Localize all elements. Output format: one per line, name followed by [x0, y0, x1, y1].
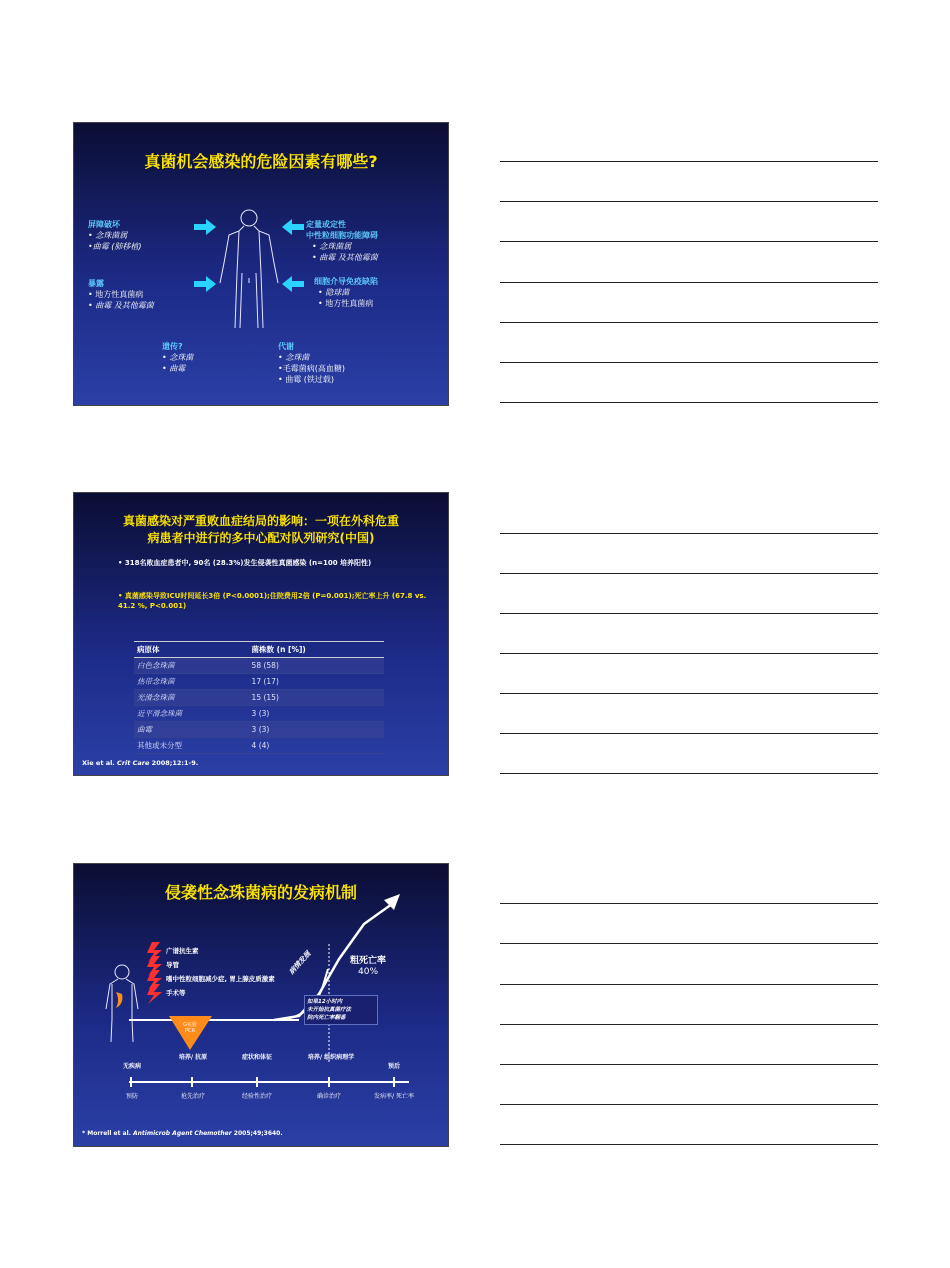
citation-authors: Xie et al. [82, 759, 118, 767]
table-row [134, 658, 384, 674]
curve-label: 病情发展 [287, 949, 313, 977]
risk-factor-list [166, 944, 275, 1000]
metab-item: • 念珠菌 [278, 353, 310, 362]
exposure-head: 暴露 [88, 279, 104, 288]
bullet-2: • 真菌感染导致ICU时间延长3倍 (P<0.0001);住院费用2倍 (P=0.001);死亡率上升 (67.8 vs. 41.2 %, P<0.001) [118, 592, 427, 610]
genetic-item: • 曲霉 [162, 364, 186, 373]
lightning-icon [147, 984, 162, 1004]
note-line [500, 613, 878, 614]
citation-journal: Antimicrob Agent Chemother [133, 1130, 232, 1137]
note-line [500, 733, 878, 734]
treatment-label: 经验性治疗 [241, 1093, 272, 1100]
table-cell: 近平滑念珠菌 [134, 706, 249, 722]
note-line [500, 362, 878, 363]
stage-label: 预后 [387, 1063, 400, 1070]
bullet-1: • 318名败血症患者中, 90名 (28.3%)发生侵袭性真菌感染 (n=100 培养阳性) [118, 559, 372, 567]
note-line [500, 1104, 878, 1105]
note-line [500, 773, 878, 774]
mortality-value: 40% [358, 967, 379, 977]
note-line [500, 693, 878, 694]
note-line [500, 161, 878, 162]
lightning-icons [147, 942, 162, 1004]
table-header-row [134, 642, 384, 658]
note-line [500, 241, 878, 242]
exposure-item: • 地方性真菌病 [88, 290, 144, 299]
slide-2 [73, 492, 449, 776]
citation-detail: 2005;49;3640. [231, 1130, 283, 1137]
cell-item: • 地方性真菌病 [318, 299, 374, 308]
title-line: 病患者中进行的多中心配对队列研究(中国) [147, 531, 375, 545]
cell-head: 细胞介导免疫缺陷 [314, 277, 378, 286]
note-line [500, 402, 878, 403]
organ-highlight-icon [116, 992, 122, 1008]
citation-detail: 2008;12:1-9. [149, 759, 199, 767]
treatment-label: 发病率/ 死亡率 [374, 1093, 414, 1100]
mortality-block [350, 956, 386, 978]
arrow-right-icon [194, 276, 216, 292]
arrow-left-icon [282, 219, 304, 235]
table-cell: 3 (3) [249, 706, 384, 722]
risk-item: 手术等 [166, 989, 186, 997]
table-cell: 光滑念珠菌 [134, 690, 249, 706]
genetic-head: 遗传? [162, 342, 183, 351]
stage-label: 无疾病 [122, 1063, 141, 1070]
slide-1 [73, 122, 449, 406]
note-line [500, 282, 878, 283]
note-line [500, 201, 878, 202]
table-header: 菌株数 (n [%]) [249, 642, 384, 658]
slide-3-title: 侵袭性念珠菌病的发病机制 [164, 883, 357, 902]
note-line [500, 1064, 878, 1065]
risk-item: 嗜中性粒细胞减少症, 胃上腺皮质激素 [166, 975, 275, 983]
table-row [134, 722, 384, 738]
barrier-item: • 念珠菌属 [88, 231, 128, 240]
neutro-item: • 念珠菌属 [312, 242, 352, 251]
exposure-item: • 曲霉 及其他霉菌 [88, 301, 154, 310]
triangle-text: G实验 [183, 1022, 197, 1028]
treatment-note-box [304, 995, 378, 1025]
note-line [500, 653, 878, 654]
metab-item: •毛霉菌病(高血糖) [278, 364, 345, 373]
human-body-icon [106, 965, 138, 1042]
neutro-head: 中性粒细胞功能障碍 [306, 231, 378, 240]
citation-authors: * Morrell et al. [82, 1130, 134, 1137]
note-line [500, 322, 878, 323]
slide-1-title: 真菌机会感染的危险因素有哪些? [144, 152, 378, 171]
note-line [500, 1144, 878, 1145]
treatment-label: 抢先治疗 [180, 1093, 205, 1100]
note-line: 如果12小时内 [307, 999, 343, 1005]
title-line: 真菌感染对严重败血症结局的影响：一项在外科危重 [122, 514, 399, 528]
stage-label: 培养/ 组织病理学 [307, 1054, 355, 1061]
table-cell: 3 (3) [249, 722, 384, 738]
citation-journal: Crit Care [117, 759, 150, 767]
metab-item: • 曲霉 (铁过载) [278, 375, 335, 384]
table-cell: 17 (17) [249, 674, 384, 690]
neutro-head: 定量或定性 [306, 220, 346, 229]
cell-item: • 隐球菌 [318, 288, 350, 297]
slide-3 [73, 863, 449, 1147]
triangle-label [179, 1022, 201, 1034]
table-cell: 热带念珠菌 [134, 674, 249, 690]
neutro-item: • 曲霉 及其他霉菌 [312, 253, 378, 262]
table-row [134, 738, 384, 754]
triangle-text: PCR [185, 1028, 195, 1034]
table-cell: 曲霉 [134, 722, 249, 738]
table-cell: 4 (4) [249, 738, 384, 754]
risk-item: 广谱抗生素 [166, 947, 199, 955]
arrow-left-icon [282, 276, 304, 292]
table-cell: 其他或未分型 [134, 738, 249, 754]
treatment-label: 预防 [125, 1093, 138, 1100]
arrow-right-icon [194, 219, 216, 235]
genetic-item: • 念珠菌 [162, 353, 194, 362]
note-line [500, 943, 878, 944]
barrier-item: •曲霉 (肺移植) [88, 242, 142, 251]
note-line: 未开始抗真菌疗法 [307, 1007, 352, 1013]
note-line [500, 573, 878, 574]
note-line [500, 984, 878, 985]
pathogen-table [134, 641, 384, 754]
human-body-icon [220, 210, 278, 328]
stage-label: 培养/ 抗原 [178, 1054, 208, 1061]
note-line [500, 1024, 878, 1025]
barrier-head: 屏障破坏 [88, 220, 120, 229]
citation [82, 759, 198, 767]
note-line [500, 533, 878, 534]
table-header: 病原体 [134, 642, 249, 658]
note-line [500, 903, 878, 904]
mortality-label: 粗死亡率 [350, 956, 387, 966]
metab-head: 代谢 [278, 342, 294, 351]
table-row [134, 706, 384, 722]
body-figure-diagram [74, 123, 448, 405]
treatment-label: 确诊治疗 [316, 1093, 341, 1100]
slide-2-title [74, 513, 448, 547]
risk-item: 导管 [166, 961, 179, 969]
table-row [134, 690, 384, 706]
pathogenesis-diagram [74, 864, 448, 1146]
table-cell: 15 (15) [249, 690, 384, 706]
table-cell: 白色念珠菌 [134, 658, 249, 674]
table-row [134, 674, 384, 690]
citation [82, 1130, 283, 1137]
stage-label: 症状和体征 [241, 1054, 272, 1061]
note-line: 院内死亡率翻番 [307, 1015, 346, 1021]
table-cell: 58 (58) [249, 658, 384, 674]
